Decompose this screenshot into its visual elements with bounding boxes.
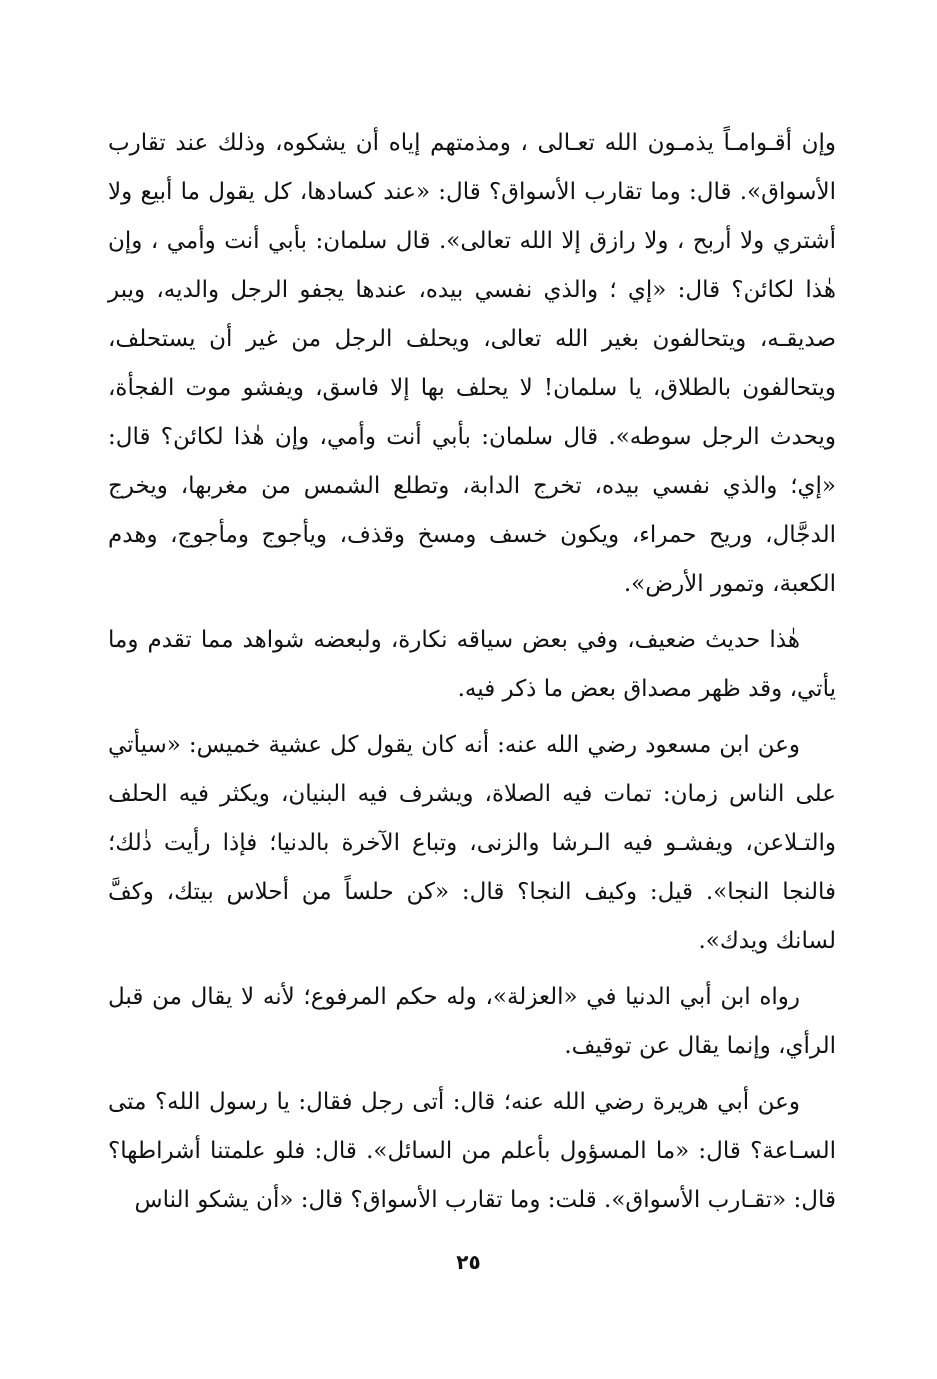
paragraph-commentary-1: هٰذا حديث ضعيف، وفي بعض سياقه نكارة، ولبعضه شواهد مما تقدم وما يأتي، وقد ظهر مصداق بعض ما ذكر فيه. [108, 627, 836, 702]
paragraph-continuation: وإن أقـوامـاً يذمـون الله تعـالى ، ومذمتهم إياه أن يشكوه، وذلك عند تقارب الأسواق». قال: وما تقارب الأسواق؟ قال: «عند كسادها، كل يقول ما أبيع ولا أشتري ولا أربح ، ولا رازق إلا الله تعالى». قال سلمان: بأبي أنت وأمي ، وإن هٰذا لكائن؟ قال: «إي ؛ والذي نفسي بيده، عندها يجفو الرجل والديه، ويبر صديقـه، ويتحالفون بغير الله تعالى، ويحلف الرجل من غير أن يستحلف، ويتحالفون بالطلاق، يا سلمان! لا يحلف بها إلا فاسق، ويفشو موت الفجأة، ويحدث الرجل سوطه». قال سلمان: بأبي أنت وأمي، وإن هٰذا لكائن؟ قال: «إي؛ والذي نفسي بيده، تخرج الدابة، وتطلع الشمس من مغربها، ويخرج الدجَّال، وريح حمراء، ويكون خسف ومسخ وقذف، ويأجوج ومأجوج، وهدم الكعبة، وتمور الأرض». [108, 130, 836, 597]
paragraph-commentary-2: رواه ابن أبي الدنيا في «العزلة»، وله حكم المرفوع؛ لأنه لا يقال من قبل الرأي، وإنما يقال عن توقيف. [108, 984, 836, 1059]
paragraph-abu-hurayra: وعن أبي هريرة رضي الله عنه؛ قال: أتى رجل فقال: يا رسول الله؟ متى السـاعة؟ قال: «ما المسؤول بأعلم من السائل». قال: فلو علمتنا أشراطها؟ قال: «تقـارب الأسواق». قلت: وما تقارب الأسواق؟ قال: «أن يشكو الناس [108, 1089, 836, 1213]
page-number: ٢٥ [456, 1250, 481, 1274]
paragraph-ibn-masud: وعن ابن مسعود رضي الله عنه: أنه كان يقول كل عشية خميس: «سيأتي على الناس زمان: تمات فيه الصلاة، ويشرف فيه البنيان، ويكثر فيه الحلف والتـلاعن، ويفشـو فيه الـرشا والزنى، وتباع الآخرة بالدنيا؛ فإذا رأيت ذٰلك؛ فالنجا النجا». قيل: وكيف النجا؟ قال: «كن حلساً من أحلاس بيتك، وكفَّ لسانك ويدك». [108, 732, 836, 954]
body-text [108, 119, 836, 1225]
